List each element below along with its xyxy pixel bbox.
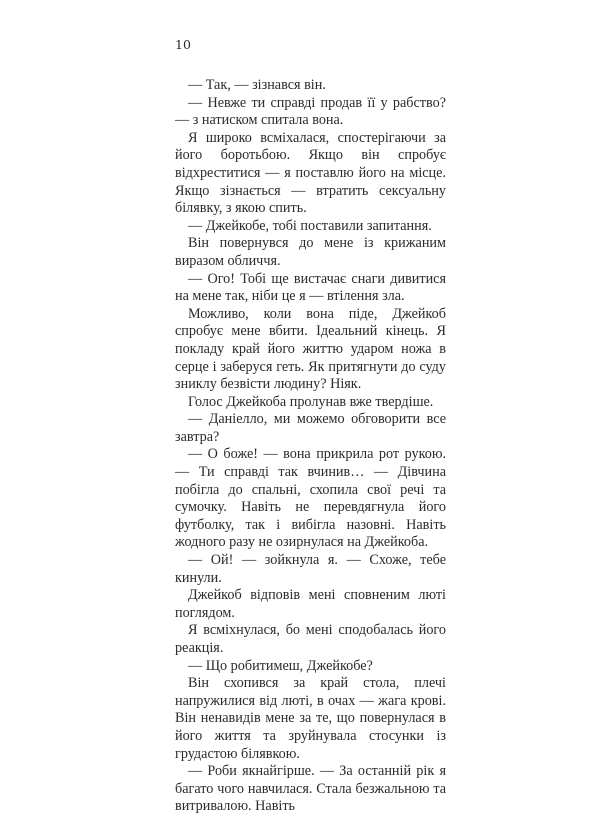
paragraph: Він схопився за край стола, плечі напружилися від люті, в очах — жага крові. Він ненавидів мене за те, що повернулася в його життя та зруйнувала стосунки із грудастою білявкою. — [175, 675, 446, 762]
paragraph: — Ой! — зойкнула я. — Схоже, тебе кинули. — [175, 552, 446, 586]
paragraph: Можливо, коли вона піде, Джейкоб спробує мене вбити. Ідеальний кінець. Я покладу край його життю ударом ножа в серце і заберуся геть. Як притягнути до суду зниклу безвісти людину? Ніяк. — [175, 305, 446, 393]
paragraph: — Роби якнайгірше. — За останній рік я багато чого навчилася. Стала безжальною та витривалою. Навіть — [175, 763, 446, 815]
paragraph: Джейкоб відповів мені сповненим люті поглядом. — [175, 587, 446, 621]
paragraph: Я широко всміхалася, спостерігаючи за його боротьбою. Якщо він спробує відхреститися — я поставлю його на місце. Якщо зізнається — втратить сексуальну білявку, з якою спить. — [175, 129, 446, 217]
page-body-text — [175, 77, 446, 816]
paragraph: Я всміхнулася, бо мені сподобалась його реакція. — [175, 622, 446, 656]
paragraph: — Джейкобе, тобі поставили запитання. — [188, 217, 432, 234]
paragraph: — Невже ти справді продав її у рабство? — з натиском спитала вона. — [175, 94, 446, 129]
paragraph: — Що робитимеш, Джейкобе? — [188, 657, 373, 674]
paragraph: — Даніелло, ми можемо обговорити все завтра? — [175, 411, 446, 445]
paragraph: Він повернувся до мене із крижаним виразом обличчя. — [175, 235, 446, 269]
paragraph: — Так, — зізнався він. — [188, 77, 326, 93]
paragraph: — Ого! Тобі ще вистачає снаги дивитися на мене так, ніби це я — втілення зла. — [175, 270, 446, 305]
page-number: 10 — [175, 37, 191, 52]
paragraph: Голос Джейкоба пролунав вже твердіше. — [188, 393, 434, 410]
paragraph: — О боже! — вона прикрила рот рукою. — Ти справді так вчинив… — Дівчина побігла до спальні, схопила свої речі та сумочку. Навіть не перевдягнула його футболку, так і вибігла назовні. Навіть жодного разу не озирнулася на Джейкоба. — [175, 446, 446, 551]
